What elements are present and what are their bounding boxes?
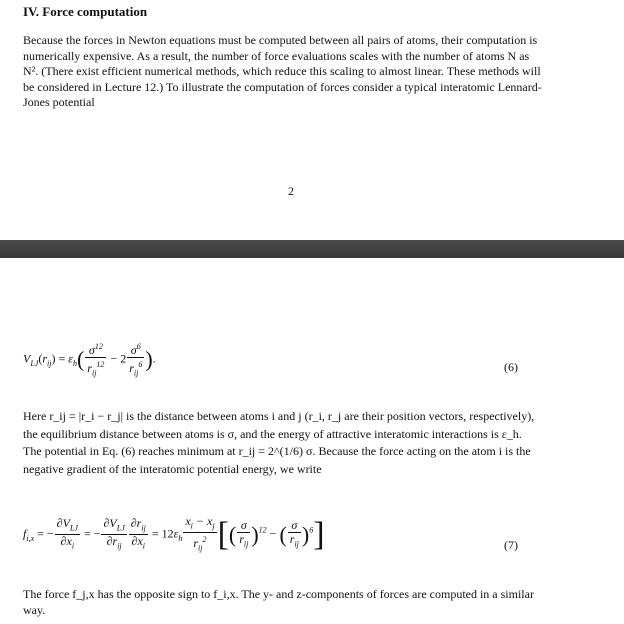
page-top	[0, 0, 624, 240]
page-number: 2	[288, 184, 294, 198]
lj-equation: $V_{LJ}(r_{ij}) = \varepsilon_h$( $\frac{\sigma^{12}}{r_{ij}^{12}}$ − 2 $\frac{\sigma^6}{r_{ij}^6}$ ).	[23, 342, 156, 378]
closing-paragraph: The force f_j,x has the opposite sign to f_i,x. The y- and z-components of forces are computed in a similar way.	[23, 587, 534, 617]
force-equation: $f_{i,x}$ = − $\frac{\partial V_{LJ}}{\partial x_i}$ = − $\frac{\partial V_{LJ}}{\partial r_{ij}}$ $\frac{\partial r_{ij}}{\partial x_i}$ = $12\varepsilon_h$ $\frac{x_i - x_j}{r_{ij}^2}$ [( $\frac{\sigma}{r_{ij}}$ )$^{12}$ − ( $\frac{\sigma}{r_{ij}}$ )$^6$]	[23, 514, 325, 553]
explanation-paragraph: Here r_ij = |r_i − r_j| is the distance between atoms i and j (r_i, r_j are their position vectors, respectively), the equilibrium distance between atoms is σ, and the energy of attractive interatomic interactions is ε_h. The potential in Eq. (6) reaches minimum at r_ij = 2^(1/6) σ. Because the force acting on the atom i is the negative gradient of the interatomic potential energy, we write	[23, 409, 535, 476]
lj-equation-number: (6)	[504, 360, 518, 374]
intro-paragraph: Because the forces in Newton equations must be computed between all pairs of atoms, their computation is numerically expensive. As a result, the number of force evaluations scales with the number of atoms N as N². (There exist efficient numerical methods, which reduce this scaling to almost linear. These methods will be considered in Lecture 12.) To illustrate the computation of forces consider a typical interatomic Lennard-Jones potential	[23, 33, 542, 109]
section-heading: IV. Force computation	[23, 4, 148, 19]
force-equation-number: (7)	[504, 538, 518, 552]
page-separator	[0, 240, 624, 258]
